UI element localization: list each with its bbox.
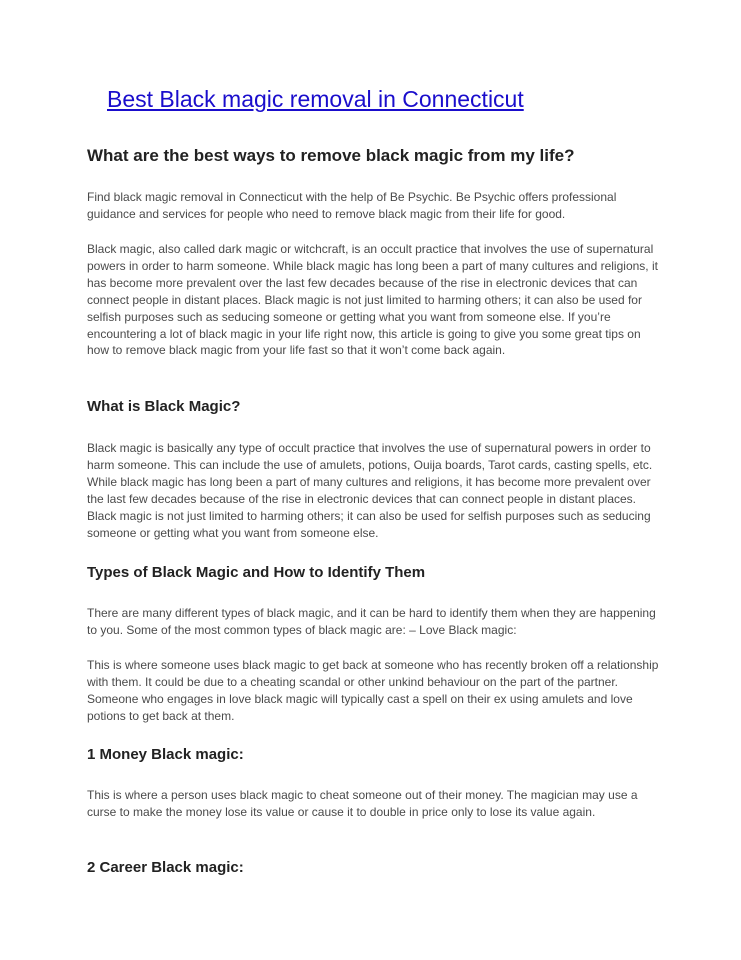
- main-heading: What are the best ways to remove black magic from my life?: [87, 146, 575, 165]
- title-link[interactable]: Best Black magic removal in Connecticut: [107, 86, 524, 112]
- intro-paragraph: Find black magic removal in Connecticut with the help of Be Psychic. Be Psychic offers professional guidance and services for people who need to remove black magic from their life for good.: [87, 190, 617, 221]
- types-paragraph: There are many different types of black magic, and it can be hard to identify them when they are happening to you. Some of the most common types of black magic are: – Love Black magic:: [87, 606, 656, 637]
- section-heading-what-is-black-magic: What is Black Magic?: [87, 398, 241, 415]
- what-is-black-magic-paragraph: Black magic is basically any type of occult practice that involves the use of supernatural powers in order to harm someone. This can include the use of amulets, potions, Ouija boards, Tarot cards, casting spells, etc. While black magic has long been a part of many cultures and religions, it has become more prevalent over the last few decades because of the rise in electronic devices that can connect people in distant places. Black magic is not just limited to harming others; it can also be used for selfish purposes such as seducing someone or getting what you want from someone else.: [87, 441, 653, 540]
- overview-paragraph: Black magic, also called dark magic or witchcraft, is an occult practice that involves the use of supernatural powers in order to harm someone. While black magic has long been a part of many cultures and religions, it has become more prevalent over the last few decades because of the rise in electronic devices that can connect people in distant places. Black magic is not just limited to harming others; it can also be used for selfish purposes such as seducing someone or getting what you want from someone else. If you’re encountering a lot of black magic in your life right now, this article is going to give you some great tips on how to remove black magic from your life fast so that it won’t come back again.: [87, 242, 658, 358]
- money-black-magic-paragraph: This is where a person uses black magic to cheat someone out of their money. The magician may use a curse to make the money lose its value or cause it to double in price only to lose its value again.: [87, 788, 638, 819]
- section-heading-career: 2 Career Black magic:: [87, 859, 244, 876]
- section-heading-types: Types of Black Magic and How to Identify Them: [87, 564, 426, 581]
- love-black-magic-paragraph: This is where someone uses black magic to get back at someone who has recently broken off a relationship with them. It could be due to a cheating scandal or other unkind behaviour on the part of the partner. Someone who engages in love black magic will typically cast a spell on their ex using amulets and love potions to get back at them.: [87, 658, 659, 723]
- section-heading-money: 1 Money Black magic:: [87, 746, 244, 763]
